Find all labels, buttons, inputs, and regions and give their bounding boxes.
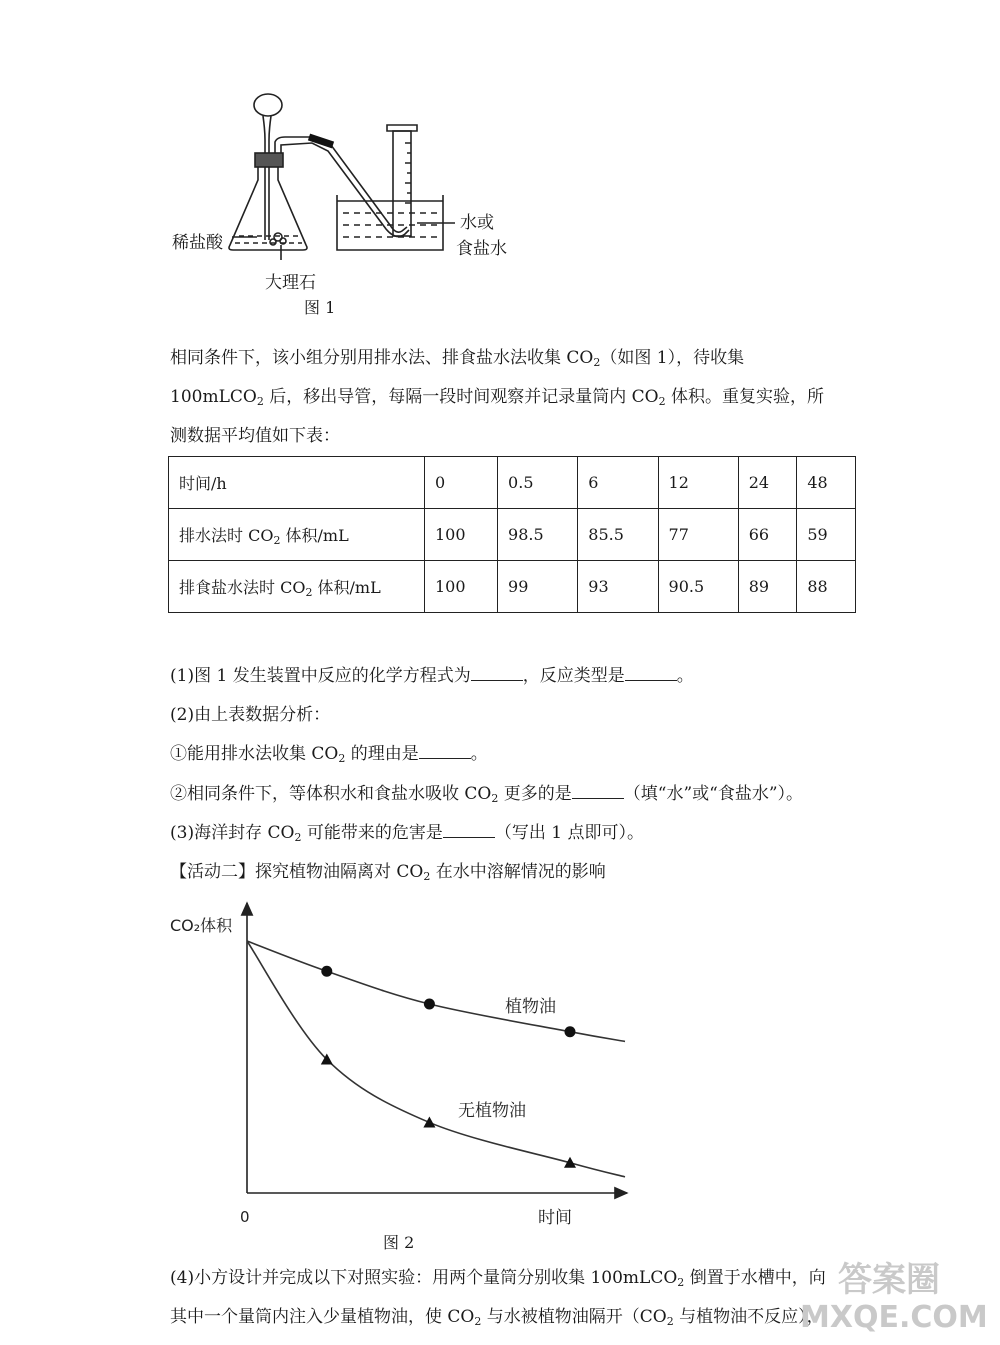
table-cell: 85.5 xyxy=(578,509,658,561)
table-cell: 100 xyxy=(425,509,498,561)
table-cell: 99 xyxy=(498,561,578,613)
table-cell: 89 xyxy=(738,561,797,613)
watermark-url: MXQE.COM xyxy=(800,1300,988,1335)
table-cell: 48 xyxy=(797,457,856,509)
funnel-stem xyxy=(263,116,271,240)
table-cell: 66 xyxy=(738,509,797,561)
table-cell: 100 xyxy=(425,561,498,613)
table-cell: 12 xyxy=(658,457,738,509)
table-cell: 59 xyxy=(797,509,856,561)
origin-label: 0 xyxy=(240,1208,250,1226)
watermark-logo: 答案圈 xyxy=(838,1260,940,1300)
question-4-line-2: 其中一个量筒内注入少量植物油，使 $CO_2$ 与水被植物油隔开（$CO_2$ 与植物油不反应）， xyxy=(170,1307,824,1328)
label-salt-water: 食盐水 xyxy=(456,239,507,259)
series-line-0 xyxy=(247,941,625,1041)
table-cell: 24 xyxy=(738,457,797,509)
row-header: 排水法时 $CO_2$ 体积/mL xyxy=(169,509,425,561)
data-point-0-2 xyxy=(565,1026,576,1037)
question-4-line-1: (4)小方设计并完成以下对照实验：用两个量筒分别收集 100mLCO$_2$ 倒置于水槽中，向 xyxy=(170,1268,826,1289)
co2-volume-chart xyxy=(160,895,650,1245)
data-point-0-1 xyxy=(424,999,435,1010)
table-cell: 77 xyxy=(658,509,738,561)
label-water-or: 水或 xyxy=(460,213,494,233)
answer-blank[interactable] xyxy=(572,782,624,799)
table-cell: 0 xyxy=(425,457,498,509)
data-point-0-0 xyxy=(321,966,332,977)
intro-line-3: 测数据平均值如下表： xyxy=(170,426,340,446)
table-row xyxy=(169,509,856,561)
row-header: 排食盐水法时 $CO_2$ 体积/mL xyxy=(169,561,425,613)
table-cell: 90.5 xyxy=(658,561,738,613)
series-label-oil: 植物油 xyxy=(505,997,556,1017)
table-cell: 6 xyxy=(578,457,658,509)
data-point-1-1 xyxy=(423,1116,435,1127)
rubber-stopper xyxy=(255,153,283,167)
question-3: (3)海洋封存 $CO_2$ 可能带来的危害是 （写出 1 点即可）。 xyxy=(170,823,644,844)
question-1: (1)图 1 发生装置中反应的化学方程式为 ，反应类型是 。 xyxy=(170,666,694,686)
table-cell: 93 xyxy=(578,561,658,613)
question-2-1: ①能用排水法收集 $CO_2$ 的理由是 。 xyxy=(170,744,488,765)
apparatus-figure xyxy=(165,85,535,320)
table-row xyxy=(169,561,856,613)
answer-blank[interactable] xyxy=(625,664,677,681)
question-2-2: ②相同条件下，等体积水和食盐水吸收 $CO_2$ 更多的是 （填“水”或“食盐水”）。 xyxy=(170,784,804,805)
label-marble: 大理石 xyxy=(265,273,316,293)
table-cell: 0.5 xyxy=(498,457,578,509)
answer-blank[interactable] xyxy=(443,821,495,838)
label-dilute-hcl: 稀盐酸 xyxy=(172,233,223,253)
intro-line-1: 相同条件下，该小组分别用排水法、排食盐水法收集 $CO_2$（如图 1），待收集 xyxy=(170,348,745,369)
figure2-caption: 图 2 xyxy=(383,1233,415,1252)
funnel-bulb xyxy=(254,94,282,116)
table-cell: 88 xyxy=(797,561,856,613)
series-label-no-oil: 无植物油 xyxy=(458,1101,526,1121)
table-cell: 98.5 xyxy=(498,509,578,561)
data-table xyxy=(168,456,856,613)
question-2: (2)由上表数据分析： xyxy=(170,705,331,725)
answer-blank[interactable] xyxy=(471,664,523,681)
intro-line-2: 100mLCO$_2$ 后，移出导管，每隔一段时间观察并记录量筒内 $CO_2$ 体积。重复实验，所 xyxy=(170,387,824,408)
y-axis-label: CO₂体积 xyxy=(170,916,233,935)
series-line-1 xyxy=(247,941,625,1177)
figure1-caption: 图 1 xyxy=(304,298,336,317)
activity-2-heading: 【活动二】探究植物油隔离对 $CO_2$ 在水中溶解情况的影响 xyxy=(170,862,606,883)
row-header: 时间/h xyxy=(169,457,425,509)
answer-blank[interactable] xyxy=(419,742,471,759)
x-axis-label: 时间 xyxy=(538,1208,572,1228)
table-row xyxy=(169,457,856,509)
